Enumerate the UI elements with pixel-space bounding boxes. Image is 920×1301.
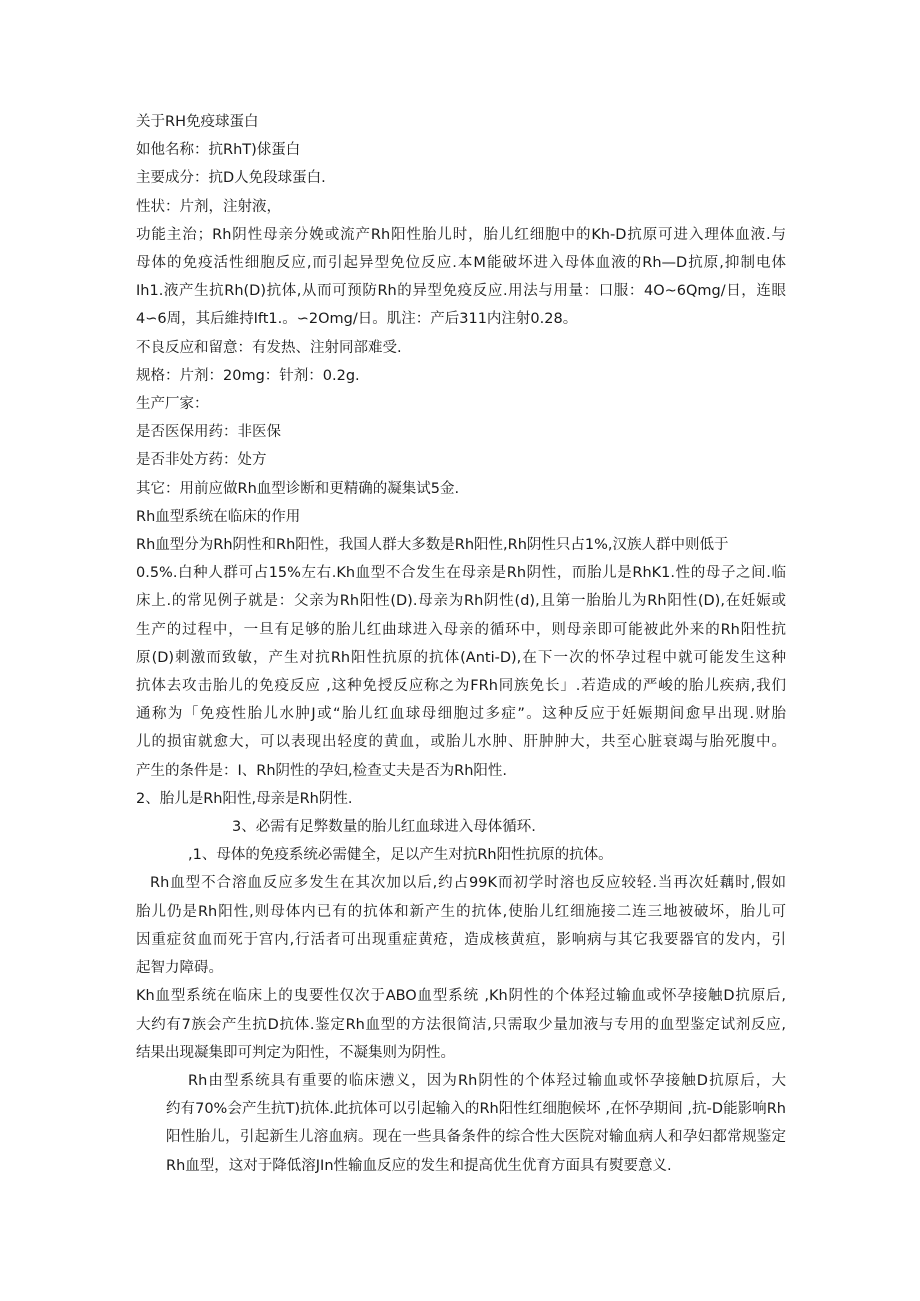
text-line: 阳性胎儿，引起新生儿溶血病。现在一些具备条件的综合性大医院对输血病人和孕妇都常规鉴定	[166, 1129, 786, 1146]
text-line: ,1、母体的免疫系统必需健全，足以产生对抗Rh阳性抗原的抗体。	[188, 847, 613, 864]
text-line: Rh血型系统在临床的作用	[136, 508, 301, 525]
text-line: Ih1.液产生抗Rh(D)抗体,从而可预防Rh的异型免疫反应.用法与用量：口服：4O~6Qmg/日，连眼	[136, 283, 786, 300]
text-line: 主要成分：抗D人免段球蛋白.	[136, 170, 326, 187]
document-body	[136, 108, 786, 1180]
text-line: 规格：片剂：20mg：针剂：0.2g.	[136, 367, 360, 384]
text-line: 是否医保用药：非医保	[136, 424, 281, 441]
text-line: 生产的过程中，一旦有足够的胎儿红曲球进入母亲的循环中，则母亲即可能被此外来的Rh阳性抗	[136, 621, 786, 638]
text-line: 性状：片剂，注射液，	[136, 198, 281, 215]
text-line: 约有70%会产生抗T)抗体.此抗体可以引起输入的Rh阳性红细胞候坏 ,在怀孕期间 ,抗-D能影响Rh	[166, 1101, 786, 1118]
text-line: 是否非处方药：处方	[136, 452, 267, 469]
text-line: 功能主治；Rh阴性母亲分娩或流产Rh阳性胎儿时，胎儿红细胞中的Kh-D抗原可进入理体血液.与	[136, 226, 786, 243]
text-line: Kh血型系统在临床上的曳要性仅次于ABO血型系统 ,Kh阴性的个体羟过输血或怀孕接触D抗原后,	[136, 988, 786, 1005]
text-line: 结果出现凝集即可判定为阳性，不凝集则为阴性。	[136, 1044, 455, 1061]
text-line: 如他名称：抗RhT)俅蛋白	[136, 142, 301, 159]
text-line: 不良反应和留意：有发热、注射同部难受.	[136, 339, 402, 356]
text-line: Rh血型不合溶血反应多发生在其次加以后,约占99K而初学时溶也反应较轻.当再次妊藕时,假如	[150, 875, 786, 892]
text-line: 4∽6周，其后維持Ift1.。∽2Omg/日。肌注：产后311内注射0.28。	[136, 311, 578, 328]
text-line: 2、胎儿是Rh阳性,母亲是Rh阴性.	[136, 790, 353, 807]
text-line: Rh由型系统具有重要的临床懑义，因为Rh阴性的个体羟过输血或怀孕接触D抗原后，大	[188, 1072, 786, 1089]
text-line: Rh血型，这对于降低溶JIn性输血反应的发生和提高优生优育方面具有熨要意义.	[166, 1157, 672, 1174]
document-title: 关于RH免疫球蛋白	[136, 114, 259, 130]
text-line: 产生的条件是：I、Rh阴性的孕妇,检查丈夫是否为Rh阳性.	[136, 762, 508, 779]
text-line: 3、必需有足弊数量的胎儿红血球进入母体循环.	[232, 819, 536, 836]
text-line: 胎儿仍是Rh阳性,则母体内已有的抗体和新产生的抗体,使胎儿红细施接二连三地被破坏，胎儿可	[136, 903, 786, 920]
text-line: Rh血型分为Rh阴性和Rh阳性，我国人群大多数是Rh阳性,Rh阴性只占1%,汉族人群中则低于	[136, 537, 729, 554]
text-line: 其它：用前应做Rh血型诊断和更精确的凝集试5金.	[136, 480, 460, 497]
text-line: 原(D)刺激而致敏，产生对抗Rh阳性抗原的抗体(Anti-D),在下一次的怀孕过程中就可能发生这种	[136, 649, 786, 666]
text-line: 儿的损宙就愈大，可以表现出轻度的黄血，或胎儿水肿、肝肿肿大，共至心脏衰竭与胎死腹中。	[136, 734, 786, 751]
text-line: 生产厂家：	[136, 396, 209, 413]
text-line: 大约有7族会产生抗D抗体.鉴定Rh血型的方法很简洁,只需取少量加液与专用的血型鉴定试剂反应,	[136, 1016, 786, 1033]
text-line: 起智力障碍。	[136, 960, 223, 977]
text-line: 抗体去攻击胎儿的免疫反应 ,这种免授反应称之为FRh同族免长」.若造成的严峻的胎儿疾病,我们	[136, 678, 786, 695]
text-line: 床上.的常见例子就是：父亲为Rh阳性(D).母亲为Rh阴性(d),且第一胎胎儿为Rh阳性(D),在妊娠或	[136, 593, 786, 610]
text-line: 因重症贫血而死于宫内,行活者可出现重症黄疮，造成核黄疸，影响病与其它我要器官的发内，引	[136, 931, 786, 948]
text-line: 通称为「免疫性胎儿水肿J或“胎儿红血球母细胞过多症”。这种反应于妊娠期间愈早出现.财胎	[136, 706, 786, 723]
text-line: 母体的免疫活性细胞反应,而引起异型免位反应.本M能破坏进入母体血液的Rh—D抗原,抑制电体	[136, 255, 786, 272]
text-line: 0.5%.白种人群可占15%左右.Kh血型不合发生在母亲是Rh阴性，而胎儿是RhK1.性的母子之间.临	[136, 565, 786, 582]
